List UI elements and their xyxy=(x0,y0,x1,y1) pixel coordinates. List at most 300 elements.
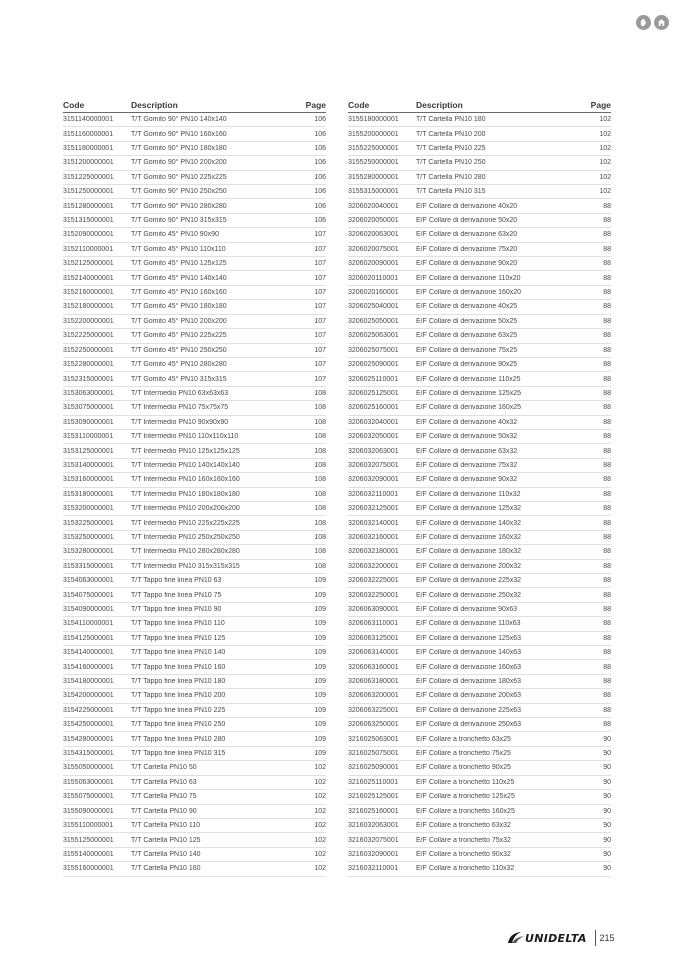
item-code: 3155140000001 xyxy=(63,850,114,858)
item-page: 109 xyxy=(314,735,326,743)
item-description: E/F Collare di derivazione 180x63 xyxy=(416,678,522,686)
item-page: 88 xyxy=(603,649,611,657)
item-page: 90 xyxy=(603,793,611,801)
item-code: 3206032180001 xyxy=(348,548,399,556)
item-page: 106 xyxy=(314,145,326,153)
item-page: 88 xyxy=(603,519,611,527)
table-row xyxy=(63,776,326,790)
item-description: E/F Collare a tronchetto 75x32 xyxy=(416,836,511,844)
item-description: E/F Collare di derivazione 40x20 xyxy=(416,202,518,210)
table-row xyxy=(348,488,611,502)
table-row xyxy=(348,588,611,602)
table-row xyxy=(63,805,326,819)
table-row xyxy=(63,286,326,300)
table-row xyxy=(348,300,611,314)
header-page: Page xyxy=(590,100,611,110)
table-row xyxy=(348,344,611,358)
item-page: 108 xyxy=(314,433,326,441)
item-page: 108 xyxy=(314,461,326,469)
item-description: E/F Collare di derivazione 160x63 xyxy=(416,663,522,671)
item-page: 102 xyxy=(599,145,611,153)
item-description: T/T Tappo fine linea PN10 180 xyxy=(131,678,226,686)
item-code: 3152160000001 xyxy=(63,289,114,297)
logo-swoosh-icon xyxy=(507,931,525,945)
table-row xyxy=(348,372,611,386)
item-code: 3152180000001 xyxy=(63,303,114,311)
item-code: 3155160000001 xyxy=(63,865,114,873)
table-row xyxy=(63,113,326,127)
table-row xyxy=(348,632,611,646)
item-page: 107 xyxy=(314,245,326,253)
item-code: 3154280000001 xyxy=(63,735,114,743)
item-code: 3154125000001 xyxy=(63,634,114,642)
item-code: 3206032075001 xyxy=(348,461,399,469)
table-row xyxy=(63,761,326,775)
item-description: T/T Intermedio PN10 160x160x160 xyxy=(131,476,240,484)
item-page: 102 xyxy=(314,822,326,830)
item-description: T/T Gomito 90° PN10 225x225 xyxy=(131,173,227,181)
item-page: 88 xyxy=(603,217,611,225)
item-code: 3206020040001 xyxy=(348,202,399,210)
item-code: 3155315000001 xyxy=(348,188,399,196)
table-row xyxy=(63,300,326,314)
item-description: T/T Intermedio PN10 125x125x125 xyxy=(131,447,240,455)
table-row xyxy=(348,113,611,127)
item-page: 107 xyxy=(314,260,326,268)
index-table-right xyxy=(348,96,611,877)
item-page: 109 xyxy=(314,649,326,657)
item-page: 90 xyxy=(603,764,611,772)
item-description: T/T Cartella PN10 110 xyxy=(131,822,200,830)
item-description: E/F Collare di derivazione 40x32 xyxy=(416,418,518,426)
item-description: T/T Cartella PN10 50 xyxy=(131,764,197,772)
table-row xyxy=(63,689,326,703)
item-page: 88 xyxy=(603,533,611,541)
table-row xyxy=(348,127,611,141)
table-row xyxy=(348,430,611,444)
item-code: 3153140000001 xyxy=(63,461,114,469)
item-page: 88 xyxy=(603,274,611,282)
item-code: 3206025125001 xyxy=(348,389,399,397)
item-description: T/T Gomito 45° PN10 200x200 xyxy=(131,317,227,325)
item-code: 3155180000001 xyxy=(348,116,399,124)
item-code: 3153125000001 xyxy=(63,447,114,455)
item-page: 88 xyxy=(603,332,611,340)
item-code: 3206032250001 xyxy=(348,591,399,599)
item-code: 3206020160001 xyxy=(348,289,399,297)
table-row xyxy=(348,761,611,775)
item-description: T/T Cartella PN10 63 xyxy=(131,778,197,786)
item-description: T/T Gomito 45° PN10 250x250 xyxy=(131,346,227,354)
item-page: 102 xyxy=(314,836,326,844)
item-code: 3206063110001 xyxy=(348,620,399,628)
item-page: 90 xyxy=(603,735,611,743)
item-code: 3151160000001 xyxy=(63,130,114,138)
item-page: 88 xyxy=(603,317,611,325)
table-row xyxy=(348,660,611,674)
table-row xyxy=(63,257,326,271)
table-row xyxy=(63,704,326,718)
item-page: 109 xyxy=(314,706,326,714)
item-code: 3216032110001 xyxy=(348,865,399,873)
item-code: 3152090000001 xyxy=(63,231,114,239)
item-code: 3153063000001 xyxy=(63,389,114,397)
table-header xyxy=(63,96,326,113)
item-page: 88 xyxy=(603,389,611,397)
item-page: 102 xyxy=(314,764,326,772)
table-row xyxy=(348,560,611,574)
item-code: 3206025075001 xyxy=(348,346,399,354)
table-row xyxy=(348,156,611,170)
item-description: E/F Collare di derivazione 90x20 xyxy=(416,260,518,268)
table-row xyxy=(348,545,611,559)
table-row xyxy=(63,243,326,257)
item-description: E/F Collare di derivazione 250x63 xyxy=(416,721,522,729)
table-row xyxy=(348,502,611,516)
page-number: 215 xyxy=(599,933,615,943)
table-row xyxy=(63,848,326,862)
item-page: 108 xyxy=(314,447,326,455)
item-page: 88 xyxy=(603,634,611,642)
item-page: 88 xyxy=(603,361,611,369)
item-description: T/T Tappo fine linea PN10 90 xyxy=(131,606,222,614)
item-description: T/T Cartella PN10 180 xyxy=(416,116,486,124)
item-description: E/F Collare di derivazione 160x25 xyxy=(416,404,522,412)
header-description: Description xyxy=(416,100,463,110)
item-description: T/T Cartella PN10 200 xyxy=(416,130,486,138)
item-description: T/T Cartella PN10 250 xyxy=(416,159,486,167)
item-description: T/T Tappo fine linea PN10 75 xyxy=(131,591,222,599)
item-code: 3151280000001 xyxy=(63,202,114,210)
table-row xyxy=(63,344,326,358)
table-row xyxy=(348,531,611,545)
item-code: 3153225000001 xyxy=(63,519,114,527)
table-row xyxy=(63,833,326,847)
item-page: 88 xyxy=(603,490,611,498)
table-body xyxy=(63,113,326,877)
item-code: 3154315000001 xyxy=(63,750,114,758)
item-code: 3151315000001 xyxy=(63,217,114,225)
table-row xyxy=(63,718,326,732)
item-page: 102 xyxy=(599,188,611,196)
table-row xyxy=(63,790,326,804)
item-page: 108 xyxy=(314,533,326,541)
item-code: 3206025110001 xyxy=(348,375,399,383)
item-description: T/T Cartella PN10 280 xyxy=(416,173,486,181)
item-code: 3154250000001 xyxy=(63,721,114,729)
item-code: 3206032050001 xyxy=(348,433,399,441)
item-description: T/T Gomito 45° PN10 110x110 xyxy=(131,245,226,253)
item-code: 3206025040001 xyxy=(348,303,399,311)
item-description: T/T Intermedio PN10 225x225x225 xyxy=(131,519,240,527)
item-code: 3154140000001 xyxy=(63,649,114,657)
item-description: T/T Gomito 45° PN10 280x280 xyxy=(131,361,227,369)
item-code: 3155125000001 xyxy=(63,836,114,844)
item-page: 109 xyxy=(314,692,326,700)
table-row xyxy=(348,228,611,242)
table-row xyxy=(348,646,611,660)
item-page: 88 xyxy=(603,562,611,570)
item-page: 90 xyxy=(603,850,611,858)
item-description: E/F Collare di derivazione 225x32 xyxy=(416,577,522,585)
table-row xyxy=(348,747,611,761)
item-description: T/T Tappo fine linea PN10 280 xyxy=(131,735,226,743)
item-code: 3152125000001 xyxy=(63,260,114,268)
table-row xyxy=(348,444,611,458)
item-code: 3206032140001 xyxy=(348,519,399,527)
index-table-left xyxy=(63,96,326,877)
item-description: T/T Cartella PN10 315 xyxy=(416,188,486,196)
item-code: 3151250000001 xyxy=(63,188,114,196)
item-page: 88 xyxy=(603,620,611,628)
item-description: E/F Collare di derivazione 50x25 xyxy=(416,317,518,325)
item-code: 3152225000001 xyxy=(63,332,114,340)
item-page: 106 xyxy=(314,202,326,210)
item-page: 107 xyxy=(314,303,326,311)
item-code: 3153075000001 xyxy=(63,404,114,412)
item-description: T/T Cartella PN10 225 xyxy=(416,145,486,153)
table-row xyxy=(348,401,611,415)
table-row xyxy=(348,142,611,156)
item-page: 102 xyxy=(599,130,611,138)
table-row xyxy=(63,156,326,170)
item-page: 90 xyxy=(603,822,611,830)
item-code: 3206032063001 xyxy=(348,447,399,455)
item-page: 102 xyxy=(599,159,611,167)
item-code: 3152140000001 xyxy=(63,274,114,282)
home-icon[interactable] xyxy=(654,15,669,30)
item-code: 3206020063001 xyxy=(348,231,399,239)
table-row xyxy=(348,257,611,271)
table-row xyxy=(63,127,326,141)
item-description: E/F Collare di derivazione 125x63 xyxy=(416,634,522,642)
item-code: 3153110000001 xyxy=(63,433,114,441)
hand-icon[interactable] xyxy=(636,15,651,30)
item-code: 3216025063001 xyxy=(348,735,399,743)
table-row xyxy=(348,675,611,689)
item-code: 3155050000001 xyxy=(63,764,114,772)
item-page: 109 xyxy=(314,606,326,614)
item-description: E/F Collare di derivazione 110x20 xyxy=(416,274,521,282)
item-page: 88 xyxy=(603,404,611,412)
item-code: 3154160000001 xyxy=(63,663,114,671)
item-description: T/T Gomito 90° PN10 200x200 xyxy=(131,159,227,167)
item-code: 3216025160001 xyxy=(348,807,399,815)
item-page: 107 xyxy=(314,346,326,354)
item-code: 3206032125001 xyxy=(348,505,399,513)
item-page: 108 xyxy=(314,404,326,412)
item-code: 3152110000001 xyxy=(63,245,114,253)
header-code: Code xyxy=(63,100,85,110)
item-code: 3155200000001 xyxy=(348,130,399,138)
item-code: 3151225000001 xyxy=(63,173,114,181)
item-page: 88 xyxy=(603,721,611,729)
item-page: 90 xyxy=(603,836,611,844)
item-code: 3151140000001 xyxy=(63,116,114,124)
item-page: 108 xyxy=(314,389,326,397)
item-description: T/T Gomito 90° PN10 250x250 xyxy=(131,188,227,196)
item-description: E/F Collare a tronchetto 110x25 xyxy=(416,778,515,786)
table-row xyxy=(63,416,326,430)
item-code: 3206025063001 xyxy=(348,332,399,340)
table-row xyxy=(348,516,611,530)
item-description: E/F Collare di derivazione 50x32 xyxy=(416,433,518,441)
item-page: 107 xyxy=(314,317,326,325)
item-code: 3216032075001 xyxy=(348,836,399,844)
item-description: E/F Collare di derivazione 75x20 xyxy=(416,245,518,253)
item-page: 88 xyxy=(603,548,611,556)
page-footer xyxy=(507,930,614,946)
item-code: 3155280000001 xyxy=(348,173,399,181)
item-description: E/F Collare di derivazione 140x32 xyxy=(416,519,522,527)
item-code: 3206063090001 xyxy=(348,606,399,614)
item-code: 3153160000001 xyxy=(63,476,114,484)
item-code: 3154090000001 xyxy=(63,606,114,614)
item-page: 106 xyxy=(314,159,326,167)
item-description: E/F Collare di derivazione 110x32 xyxy=(416,490,521,498)
item-page: 109 xyxy=(314,721,326,729)
item-code: 3206032200001 xyxy=(348,562,399,570)
item-description: E/F Collare di derivazione 160x32 xyxy=(416,533,522,541)
item-page: 102 xyxy=(599,173,611,181)
item-page: 88 xyxy=(603,202,611,210)
item-page: 88 xyxy=(603,606,611,614)
item-description: T/T Tappo fine linea PN10 110 xyxy=(131,620,225,628)
item-description: E/F Collare di derivazione 50x20 xyxy=(416,217,518,225)
item-page: 102 xyxy=(314,850,326,858)
item-code: 3153200000001 xyxy=(63,505,114,513)
item-page: 107 xyxy=(314,332,326,340)
item-description: T/T Intermedio PN10 63x63x63 xyxy=(131,389,229,397)
item-description: T/T Intermedio PN10 140x140x140 xyxy=(131,461,240,469)
item-description: T/T Cartella PN10 90 xyxy=(131,807,197,815)
item-description: T/T Cartella PN10 75 xyxy=(131,793,197,801)
table-row xyxy=(348,617,611,631)
item-code: 3206063140001 xyxy=(348,649,399,657)
table-row xyxy=(63,199,326,213)
table-row xyxy=(348,315,611,329)
item-code: 3151180000001 xyxy=(63,145,114,153)
item-code: 3153250000001 xyxy=(63,533,114,541)
table-body xyxy=(348,113,611,877)
item-code: 3206063200001 xyxy=(348,692,399,700)
table-row xyxy=(63,185,326,199)
item-code: 3152200000001 xyxy=(63,317,114,325)
item-page: 107 xyxy=(314,289,326,297)
item-description: E/F Collare di derivazione 125x32 xyxy=(416,505,522,513)
item-code: 3206020090001 xyxy=(348,260,399,268)
item-description: T/T Tappo fine linea PN10 315 xyxy=(131,750,226,758)
item-page: 88 xyxy=(603,591,611,599)
item-code: 3154180000001 xyxy=(63,678,114,686)
item-page: 88 xyxy=(603,706,611,714)
item-code: 3151200000001 xyxy=(63,159,114,167)
footer-divider xyxy=(595,930,596,946)
item-description: E/F Collare di derivazione 250x32 xyxy=(416,591,522,599)
item-description: E/F Collare di derivazione 110x25 xyxy=(416,375,521,383)
table-header xyxy=(348,96,611,113)
table-row xyxy=(63,632,326,646)
item-code: 3153280000001 xyxy=(63,548,114,556)
item-description: T/T Gomito 90° PN10 315x315 xyxy=(131,217,227,225)
item-description: T/T Intermedio PN10 315x315x315 xyxy=(131,562,240,570)
item-code: 3206020050001 xyxy=(348,217,399,225)
item-page: 88 xyxy=(603,260,611,268)
item-code: 3155090000001 xyxy=(63,807,114,815)
top-nav xyxy=(636,15,669,30)
item-code: 3206020075001 xyxy=(348,245,399,253)
table-row xyxy=(348,243,611,257)
item-code: 3154063000001 xyxy=(63,577,114,585)
item-description: T/T Tappo fine linea PN10 200 xyxy=(131,692,226,700)
item-description: E/F Collare di derivazione 110x63 xyxy=(416,620,521,628)
table-row xyxy=(63,545,326,559)
item-page: 108 xyxy=(314,562,326,570)
table-row xyxy=(348,271,611,285)
table-row xyxy=(63,502,326,516)
item-page: 109 xyxy=(314,577,326,585)
item-description: E/F Collare di derivazione 200x63 xyxy=(416,692,522,700)
item-description: E/F Collare a tronchetto 110x32 xyxy=(416,865,515,873)
item-page: 108 xyxy=(314,418,326,426)
table-row xyxy=(63,401,326,415)
table-row xyxy=(63,488,326,502)
item-code: 3216032090001 xyxy=(348,850,399,858)
item-description: E/F Collare a tronchetto 75x25 xyxy=(416,750,511,758)
item-page: 88 xyxy=(603,447,611,455)
brand-name: UNIDELTA xyxy=(525,931,587,945)
item-description: E/F Collare di derivazione 63x20 xyxy=(416,231,518,239)
item-code: 3216025110001 xyxy=(348,778,399,786)
item-page: 102 xyxy=(314,793,326,801)
table-row xyxy=(348,574,611,588)
item-code: 3216025090001 xyxy=(348,764,399,772)
item-description: T/T Gomito 90° PN10 180x180 xyxy=(131,145,227,153)
table-row xyxy=(348,358,611,372)
table-row xyxy=(63,819,326,833)
table-row xyxy=(348,732,611,746)
item-page: 107 xyxy=(314,231,326,239)
table-row xyxy=(63,315,326,329)
item-page: 88 xyxy=(603,231,611,239)
item-code: 3154200000001 xyxy=(63,692,114,700)
table-row xyxy=(63,171,326,185)
item-description: T/T Tappo fine linea PN10 125 xyxy=(131,634,226,642)
item-description: E/F Collare a tronchetto 63x25 xyxy=(416,735,511,743)
item-page: 109 xyxy=(314,634,326,642)
item-page: 88 xyxy=(603,303,611,311)
item-page: 88 xyxy=(603,289,611,297)
table-row xyxy=(63,862,326,876)
table-row xyxy=(63,228,326,242)
table-row xyxy=(348,689,611,703)
item-code: 3155110000001 xyxy=(63,822,114,830)
table-row xyxy=(348,776,611,790)
table-row xyxy=(348,718,611,732)
table-row xyxy=(63,646,326,660)
table-row xyxy=(348,862,611,876)
item-page: 90 xyxy=(603,750,611,758)
item-page: 106 xyxy=(314,217,326,225)
item-page: 108 xyxy=(314,476,326,484)
item-code: 3206032040001 xyxy=(348,418,399,426)
item-page: 106 xyxy=(314,130,326,138)
item-page: 109 xyxy=(314,620,326,628)
item-page: 88 xyxy=(603,577,611,585)
item-description: E/F Collare di derivazione 40x25 xyxy=(416,303,518,311)
item-code: 3154225000001 xyxy=(63,706,114,714)
table-row xyxy=(348,214,611,228)
